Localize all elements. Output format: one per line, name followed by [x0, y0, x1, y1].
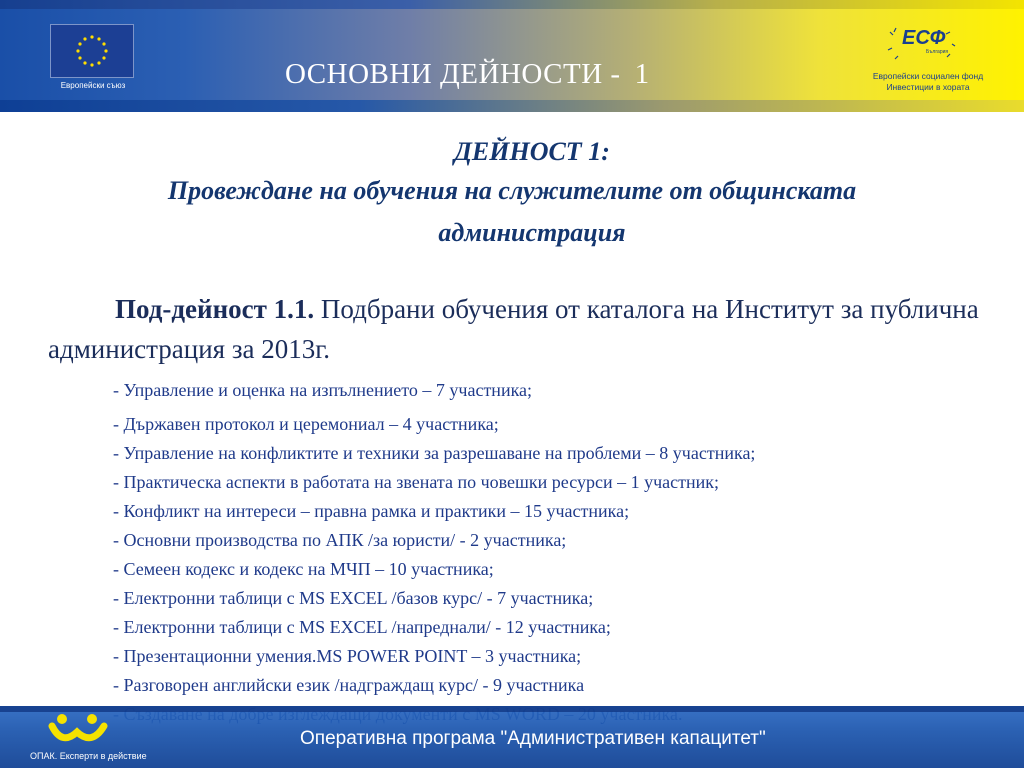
list-item: - Практическа аспекти в работата на звената по човешки ресурси – 1 участник;: [113, 472, 720, 492]
activity-subheading-line2: администрация: [438, 218, 626, 247]
activity-subheading-line1: Провеждане на обучения на служителите от общинската: [167, 176, 857, 205]
opak-people-icon: [52, 714, 104, 738]
list-item: - Разговорен английски език /надграждащ курс/ - 9 участника: [113, 675, 585, 695]
eu-caption: Европейски съюз: [60, 81, 126, 90]
page-title-number: 1: [634, 58, 650, 90]
page-title: [285, 58, 650, 91]
intro-text: Подбрани обучения от каталога на Институт за публична администрация за 2013г.: [48, 294, 979, 364]
list-item: - Електронни таблици с MS EXCEL /напреднали/ - 12 участника;: [113, 617, 611, 637]
header-bottom-stripe: [0, 100, 1024, 112]
esf-logo: [880, 20, 970, 70]
activity-heading: ДЕЙНОСТ 1:: [454, 137, 610, 166]
footer-top-stripe: [0, 706, 1024, 712]
eu-flag-logo: [50, 24, 134, 78]
list-item: - Презентационни умения.MS POWER POINT – 3 участника;: [113, 646, 582, 666]
esf-caption: [858, 71, 998, 93]
list-item: - Управление на конфликтите и техники за разрешаване на проблеми – 8 участника;: [113, 443, 756, 463]
list-item: - Държавен протокол и церемониал – 4 участника;: [113, 414, 499, 434]
opak-logo: [48, 712, 108, 746]
opak-caption: ОПАК. Експерти в действие: [30, 751, 147, 761]
list-item: - Основни производства по АПК /за юристи/ - 2 участника;: [113, 530, 567, 550]
list-item: - Конфликт на интереси – правна рамка и практики – 15 участника;: [113, 501, 630, 521]
esf-brand-small-text: България: [926, 49, 949, 55]
esf-brand-text: ЕСФ: [902, 27, 946, 49]
intro-paragraph: [48, 289, 1018, 369]
intro-lead: Под-дейност 1.1.: [115, 294, 315, 324]
program-title: Оперативна програма "Административен капацитет": [300, 728, 766, 749]
header-top-stripe: [0, 0, 1024, 9]
esf-caption-line2: Инвестиции в хората: [886, 82, 970, 92]
list-item: - Електронни таблици с MS EXCEL /базов курс/ - 7 участника;: [113, 588, 594, 608]
esf-caption-line1: Европейски социален фонд: [872, 71, 984, 81]
page-title-text: ОСНОВНИ ДЕЙНОСТИ -: [285, 58, 621, 90]
header-band: [0, 0, 1024, 112]
eu-flag-icon: [50, 24, 134, 78]
list-item: - Управление и оценка на изпълнението – 7 участника;: [113, 380, 533, 400]
list-item: - Семеен кодекс и кодекс на МЧП – 10 участника;: [113, 559, 494, 579]
